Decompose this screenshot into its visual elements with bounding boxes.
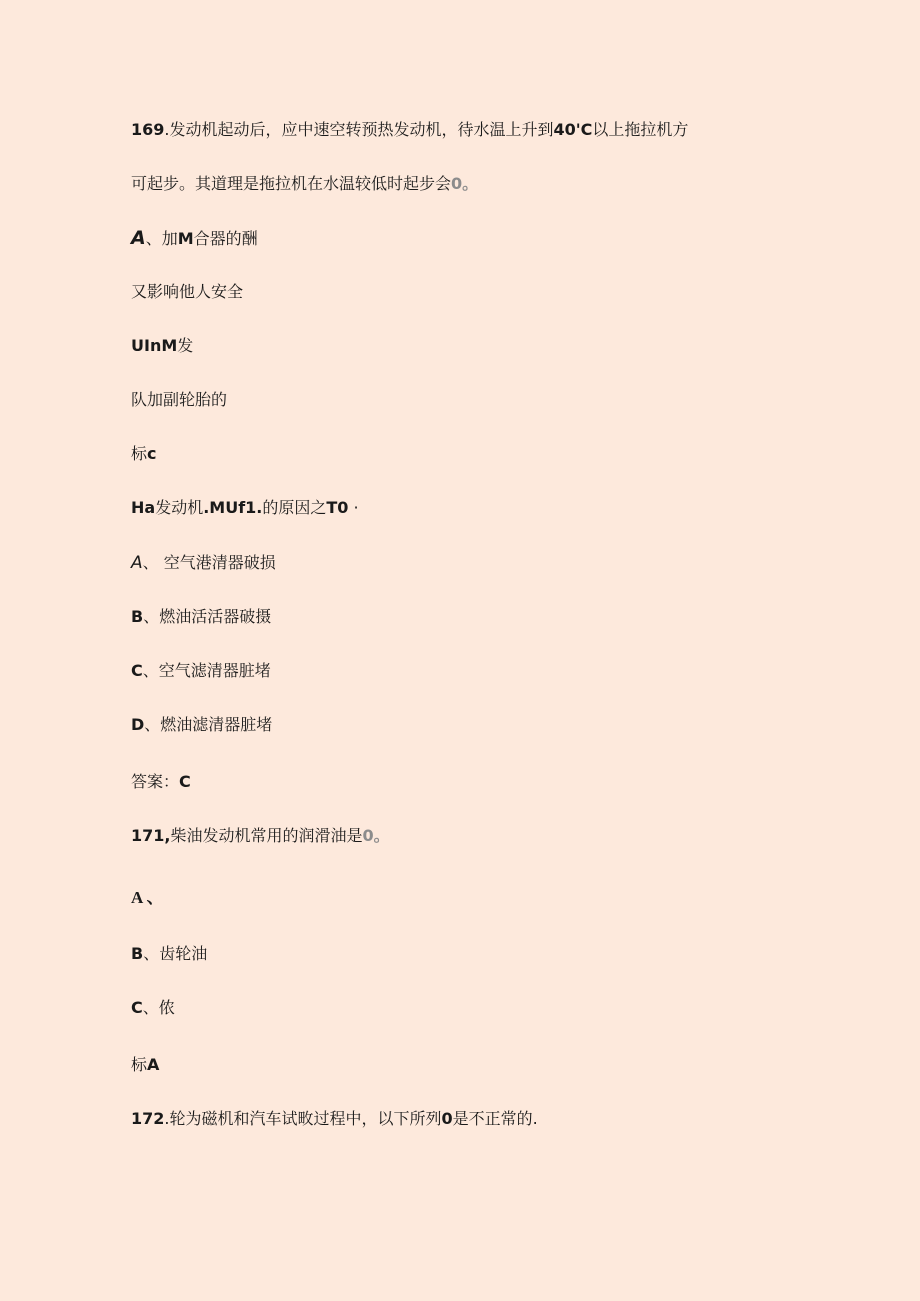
option-text: 燃油滤清器脏堵 <box>160 715 273 734</box>
option-text: 发 <box>177 336 194 355</box>
question-number: 169 <box>131 120 165 139</box>
question-169-line1 <box>131 119 688 141</box>
answer-line <box>131 771 191 793</box>
option-c <box>131 335 193 357</box>
question-text: 可起步。其道理是拖拉机在水温较低时起步会 <box>131 174 452 193</box>
option-letter: B <box>131 607 144 626</box>
option-b <box>131 606 271 628</box>
question-text: · <box>348 498 359 517</box>
option-letter: A <box>131 227 146 249</box>
answer-blank: 0。 <box>451 174 479 193</box>
option-text: 又影响他人安全 <box>131 282 244 301</box>
option-d <box>131 714 272 736</box>
question-170 <box>131 497 359 519</box>
question-172 <box>131 1108 538 1130</box>
option-sep: 、 <box>142 553 164 572</box>
question-number: 172 <box>131 1109 165 1128</box>
answer-label: 标 <box>131 1055 148 1074</box>
question-text: .轮为磁机和汽车试畋过程中，以下所列 <box>164 1109 442 1128</box>
option-c <box>131 660 271 682</box>
option-b <box>131 281 243 303</box>
option-a <box>131 227 258 250</box>
option-text: 、加 <box>145 229 178 248</box>
question-text: 柴油发动机常用的润滑油是 <box>170 826 363 845</box>
answer-label: 答案： <box>131 772 180 791</box>
option-text: 空气港清器破损 <box>163 553 276 572</box>
question-text: .MUf1. <box>203 498 263 517</box>
option-text: A 、 <box>131 888 164 907</box>
option-d <box>131 389 227 411</box>
option-letter: B <box>131 944 144 963</box>
option-text: 、齿轮油 <box>143 944 208 963</box>
option-sep: 、 <box>144 715 161 734</box>
answer-label: 标 <box>131 444 148 463</box>
question-text: 的原因之 <box>262 498 327 517</box>
answer-blank: 0。 <box>362 826 390 845</box>
option-text: UInM <box>131 336 178 355</box>
option-sep: 、 <box>143 607 160 626</box>
option-sep: 、 <box>142 661 159 680</box>
option-letter: C <box>131 998 143 1017</box>
option-text: 队加副轮胎的 <box>131 390 228 409</box>
question-text: 是不正常的. <box>452 1109 538 1128</box>
option-text: M <box>177 229 194 248</box>
answer-line <box>131 443 157 465</box>
answer-value: C <box>179 772 191 791</box>
option-a <box>131 552 276 574</box>
question-text: 以上拖拉机方 <box>592 120 689 139</box>
option-text: 合器的酬 <box>193 229 258 248</box>
temperature-value: 40'C <box>553 120 593 139</box>
option-text: 燃油活活器破摄 <box>159 607 272 626</box>
option-b <box>131 943 207 965</box>
answer-value: c <box>147 444 157 463</box>
option-c <box>131 997 175 1019</box>
answer-line <box>131 1054 159 1076</box>
answer-value: A <box>147 1055 160 1074</box>
option-a <box>131 887 164 909</box>
option-text: 空气滤清器脏堵 <box>158 661 271 680</box>
option-letter: D <box>131 715 145 734</box>
question-text: .发动机起动后，应中速空转预热发动机，待水温上升到 <box>164 120 554 139</box>
question-text: 发动机 <box>155 498 204 517</box>
option-text: 、侬 <box>142 998 175 1017</box>
question-number: 171, <box>131 826 171 845</box>
question-text: T0 <box>326 498 349 517</box>
option-letter: C <box>131 661 143 680</box>
answer-blank: 0 <box>441 1109 453 1128</box>
option-letter: A <box>131 553 143 573</box>
question-171 <box>131 825 390 847</box>
question-number: Ha <box>131 498 156 517</box>
question-169-line2 <box>131 173 478 195</box>
